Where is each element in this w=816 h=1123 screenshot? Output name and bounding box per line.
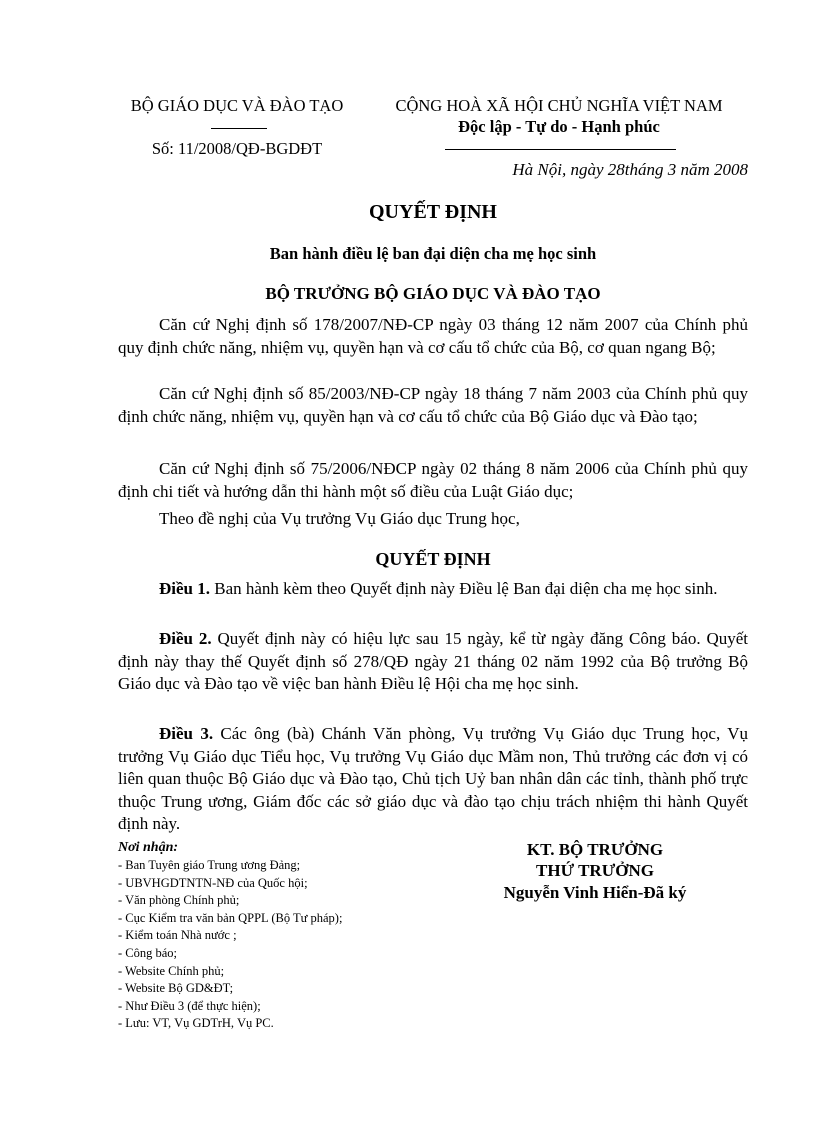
document-title: QUYẾT ĐỊNH: [369, 201, 497, 223]
article-1: [118, 578, 748, 601]
article-text: Quyết định này có hiệu lực sau 15 ngày, kể từ ngày đăng Công báo. Quyết định này thay thế Quyết định số 278/QĐ ngày 21 tháng 02 năm 1992 của Bộ trưởng Bộ Giáo dục và Đào tạo về việc ban hành Điều lệ Hội cha mẹ học sinh.: [118, 629, 749, 693]
article-label: Điều 2.: [159, 629, 212, 648]
republic-name: CỘNG HOÀ XÃ HỘI CHỦ NGHĨA VIỆT NAM: [395, 96, 723, 115]
article-3: [118, 723, 748, 836]
preamble-paragraph: Căn cứ Nghị định số 178/2007/NĐ-CP ngày 03 tháng 12 năm 2007 của Chính phủ quy định chức năng, nhiệm vụ, quyền hạn và cơ cấu tổ chức của Bộ, cơ quan ngang Bộ;: [118, 315, 748, 357]
signature-title-2: THỨ TRƯỞNG: [536, 861, 654, 880]
signer-name: Nguyễn Vinh Hiển-Đã ký: [503, 883, 687, 902]
list-item: - Website Bộ GD&ĐT;: [118, 981, 234, 996]
list-item: - Cục Kiểm tra văn bản QPPL (Bộ Tư pháp);: [118, 910, 343, 925]
recipients-heading: Nơi nhận:: [118, 840, 179, 855]
document-number: Số: 11/2008/QĐ-BGDĐT: [151, 139, 323, 158]
list-item: - Công báo;: [118, 945, 178, 960]
list-item: - UBVHGDTNTN-NĐ của Quốc hội;: [118, 875, 308, 890]
list-item: - Như Điều 3 (để thực hiện);: [118, 998, 261, 1013]
article-2: [118, 628, 748, 696]
list-item: - Website Chính phủ;: [118, 963, 225, 978]
document-subtitle: Ban hành điều lệ ban đại diện cha mẹ học sinh: [269, 244, 597, 263]
national-motto: Độc lập - Tự do - Hạnh phúc: [458, 117, 660, 136]
decision-heading: QUYẾT ĐỊNH: [375, 549, 491, 569]
article-text: Ban hành kèm theo Quyết định này Điều lệ Ban đại diện cha mẹ học sinh.: [210, 579, 718, 598]
issuing-authority: BỘ TRƯỞNG BỘ GIÁO DỤC VÀ ĐÀO TẠO: [265, 284, 601, 303]
list-item: - Ban Tuyên giáo Trung ương Đảng;: [118, 858, 301, 872]
place-and-date: Hà Nội, ngày 28tháng 3 năm 2008: [512, 160, 748, 179]
signature-title-1: KT. BỘ TRƯỞNG: [526, 840, 664, 859]
preamble-paragraph: Căn cứ Nghị định số 75/2006/NĐCP ngày 02 tháng 8 năm 2006 của Chính phủ quy định chi tiết và hướng dẫn thi hành một số điều của Luật Giáo dục;: [118, 459, 748, 501]
list-item: - Kiểm toán Nhà nước ;: [118, 928, 237, 943]
article-label: Điều 1.: [159, 579, 210, 598]
preamble-paragraph: Căn cứ Nghị định số 85/2003/NĐ-CP ngày 18 tháng 7 năm 2003 của Chính phủ quy định chức năng, nhiệm vụ, quyền hạn và cơ cấu tổ chức của Bộ Giáo dục và Đào tạo;: [118, 384, 748, 426]
motto-underline: [445, 149, 676, 150]
preamble-paragraph: Theo đề nghị của Vụ trưởng Vụ Giáo dục Trung học,: [159, 509, 520, 528]
ministry-name: BỘ GIÁO DỤC VÀ ĐÀO TẠO: [130, 96, 344, 115]
article-label: Điều 3.: [159, 724, 214, 743]
ministry-underline: [211, 128, 267, 129]
list-item: - Văn phòng Chính phủ;: [118, 893, 240, 908]
article-text: Các ông (bà) Chánh Văn phòng, Vụ trưởng Vụ Giáo dục Trung học, Vụ trưởng Vụ Giáo dục Tiểu học, Vụ trưởng Vụ Giáo dục Mầm non, Thủ trưởng các đơn vị có liên quan thuộc Bộ Giáo dục và Đào tạo, Chủ tịch Uỷ ban nhân dân các tỉnh, thành phố trực thuộc Trung ương, Giám đốc các sở giáo dục và đào tạo chịu trách nhiệm thi hành Quyết định này.: [118, 724, 748, 833]
list-item: - Lưu: VT, Vụ GDTrH, Vụ PC.: [118, 1016, 274, 1031]
recipients-list: [118, 857, 342, 1033]
